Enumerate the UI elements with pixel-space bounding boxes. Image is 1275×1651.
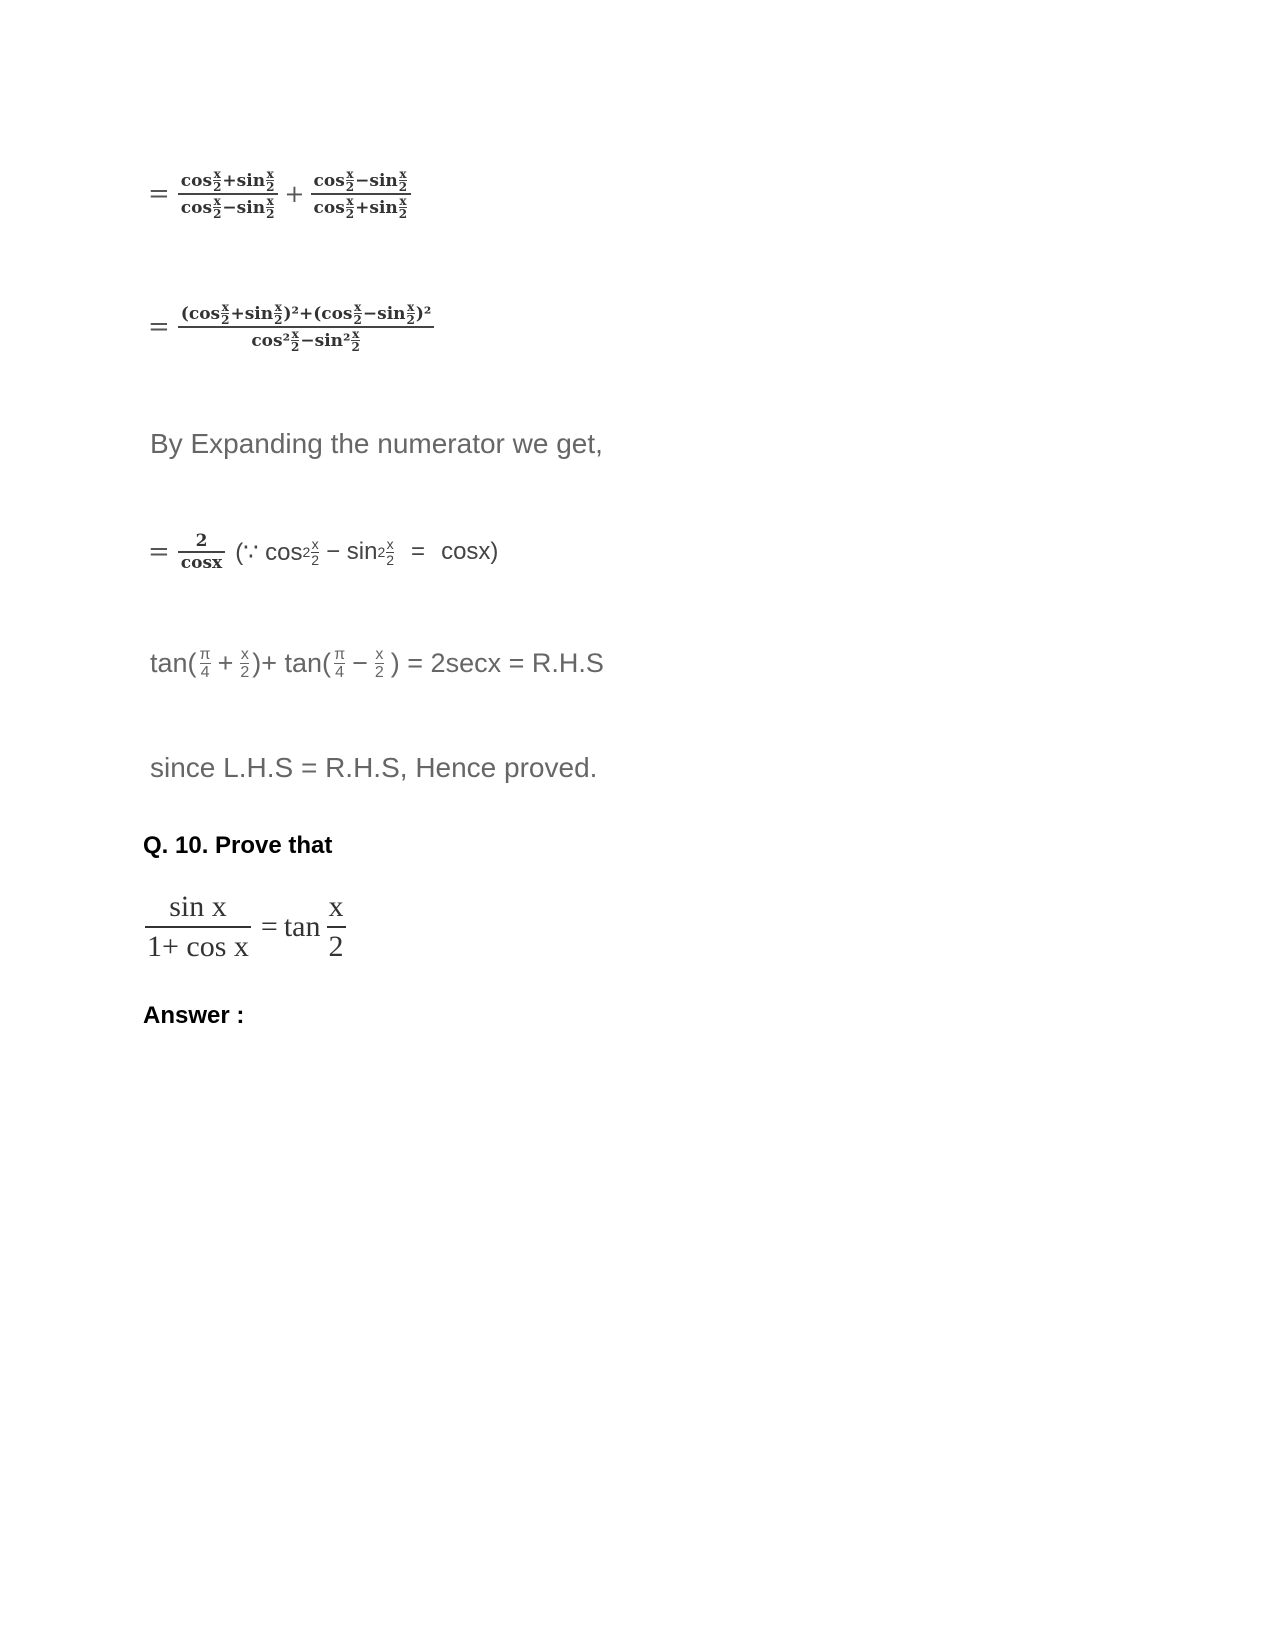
identity-note: (∵ cos 2 x 2 − sin 2 x 2 = cosx) — [235, 535, 499, 568]
equation-line-1 — [148, 160, 411, 228]
question-label: Q. 10. Prove that — [143, 832, 333, 859]
equals-sign: = — [148, 537, 170, 567]
conclusion-text: since L.H.S = R.H.S, Hence proved. — [150, 752, 598, 783]
rhs-fraction: $\frac{x}{2}$ — [328, 890, 344, 963]
expanding-text: By Expanding the numerator we get, — [150, 428, 603, 459]
equals-sign: = — [148, 312, 170, 342]
question-equation: $\frac{\text{sin x}}{\text{1+ cos x}}$ = tan $\frac{x}{2}$ — [145, 888, 346, 966]
equation-line-4: tan( π 4 + x 2 )+ tan( π 4 − x 2 ) = 2secx = R.H.S — [150, 645, 604, 681]
fraction-term-2: cos x 2 −sin x 2 cos x 2 +sin x 2 — [311, 168, 412, 220]
fraction-term-1: cos x 2 +sin x 2 cos x 2 −sin x 2 — [178, 168, 279, 220]
answer-label: Answer : — [143, 1002, 245, 1029]
plus-sign: + — [284, 180, 305, 208]
fraction-expanded: (cos x 2 +sin x 2 )²+(cos x 2 −sin x 2 )² cos² x 2 −sin² x 2 — [178, 301, 435, 353]
lhs-fraction: $\frac{\text{sin x}}{\text{1+ cos x}}$ — [147, 890, 249, 963]
equals-sign: = — [148, 179, 170, 209]
fraction-2-over-cosx: $\frac{2}{\cos x}$ — [178, 531, 225, 573]
equation-line-2 — [148, 293, 434, 361]
equation-line-3 — [148, 526, 498, 578]
